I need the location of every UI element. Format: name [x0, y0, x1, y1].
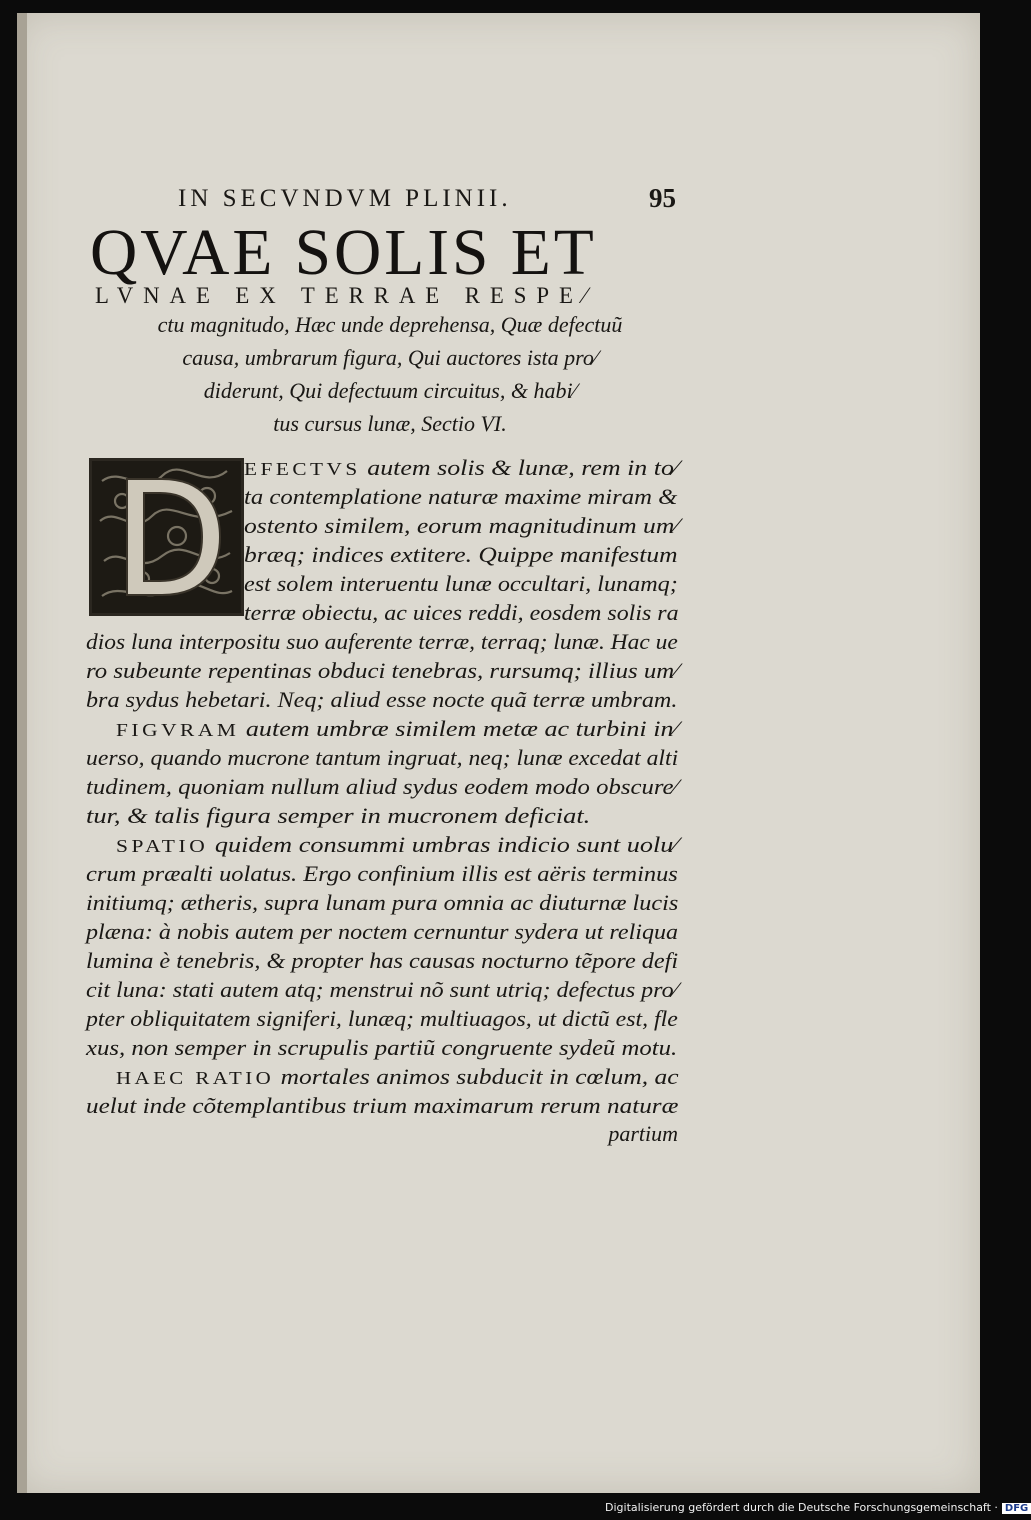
line-text: mortales animos subducit in cœlum, ac	[274, 1064, 679, 1089]
body-line: crum præalti uolatus. Ergo confinium illis est aëris terminus	[86, 861, 678, 886]
subtitle-line: ctu magnitudo, Hæc unde deprehensa, Quæ defectuũ	[157, 312, 623, 337]
body-line: pter obliquitatem signiferi, lunæq; multiuagos, ut dictũ est, fle	[86, 1006, 678, 1031]
line-text: autem solis & lunæ, rem in to⁄	[360, 455, 679, 480]
footer-text: Digitalisierung gefördert durch die Deutsche Forschungsgemeinschaft ·	[605, 1501, 998, 1514]
body-line: lumina è tenebris, & propter has causas nocturno tẽpore defi	[86, 948, 679, 973]
page-number: 95	[649, 183, 676, 213]
body-line	[116, 1064, 679, 1090]
body-line	[116, 832, 678, 858]
subtitle-line: diderunt, Qui defectuum circuitus, & habi⁄	[203, 378, 577, 403]
body-line: tur, & talis figura semper in mucronem deficiat.	[86, 803, 591, 828]
subtitle-line: tus cursus lunæ, Sectio VI.	[273, 411, 507, 436]
section-heading: QVAE SOLIS ET	[90, 216, 597, 289]
body-line	[116, 716, 678, 742]
section-subtitle	[95, 308, 685, 440]
body-line: xus, non semper in scrupulis partiũ congruente sydeũ motu.	[86, 1035, 678, 1060]
body-line: uerso, quando mucrone tantum ingruat, neq; lunæ excedat alti	[86, 745, 679, 770]
body-line: initiumq; ætheris, supra lunam pura omnia ac diuturnæ lucis	[86, 890, 679, 915]
body-line	[244, 455, 678, 481]
small-caps-lead: HAEC RATIO	[116, 1068, 275, 1088]
small-caps-lead: EFECTVS	[244, 459, 361, 479]
body-line: cit luna: stati autem atq; menstrui nõ sunt utriq; defectus pro⁄	[86, 977, 678, 1002]
subtitle-line: causa, umbrarum figura, Qui auctores ista pro⁄	[182, 345, 598, 370]
catchword: partium	[608, 1121, 678, 1146]
footer-credit	[605, 1501, 1029, 1519]
body-line: ro subeunte repentinas obduci tenebras, rursumq; illius um⁄	[86, 658, 679, 683]
body-line: ta contemplatione naturæ maxime miram &	[244, 484, 678, 509]
small-caps-lead: FIGVRAM	[116, 720, 240, 740]
page-edge	[17, 13, 27, 1493]
line-text: autem umbræ similem metæ ac turbini in⁄	[239, 716, 678, 741]
dfg-logo: DFG	[1002, 1503, 1031, 1514]
line-text: quidem consummi umbras indicio sunt uolu⁄	[208, 832, 678, 857]
small-caps-lead: SPATIO	[116, 836, 209, 856]
body-line: tudinem, quoniam nullum aliud sydus eodem modo obscure⁄	[86, 774, 678, 799]
body-line: est solem interuentu lunæ occultari, lunamq;	[244, 571, 678, 596]
running-head	[178, 183, 678, 219]
body-line: terræ obiectu, ac uices reddi, eosdem solis ra	[244, 600, 679, 625]
body-line: bra sydus hebetari. Neq; aliud esse nocte quã terræ umbram.	[86, 687, 678, 712]
body-line: dios luna interpositu suo auferente terræ, terraq; lunæ. Hac ue	[86, 629, 678, 654]
body-line: ostento similem, eorum magnitudinum um⁄	[244, 513, 679, 538]
body-line: uelut inde cõtemplantibus trium maximarum rerum naturæ	[86, 1093, 679, 1118]
running-head-title: IN SECVNDVM PLINII.	[178, 185, 512, 212]
body-line: plæna: à nobis autem per noctem cernuntur sydera ut reliqua	[86, 919, 679, 944]
body-line: bræq; indices extitere. Quippe manifestum	[244, 542, 678, 567]
section-heading-spaced: LVNAE EX TERRAE RESPE⁄	[95, 283, 597, 308]
decorated-initial-d	[89, 458, 244, 616]
